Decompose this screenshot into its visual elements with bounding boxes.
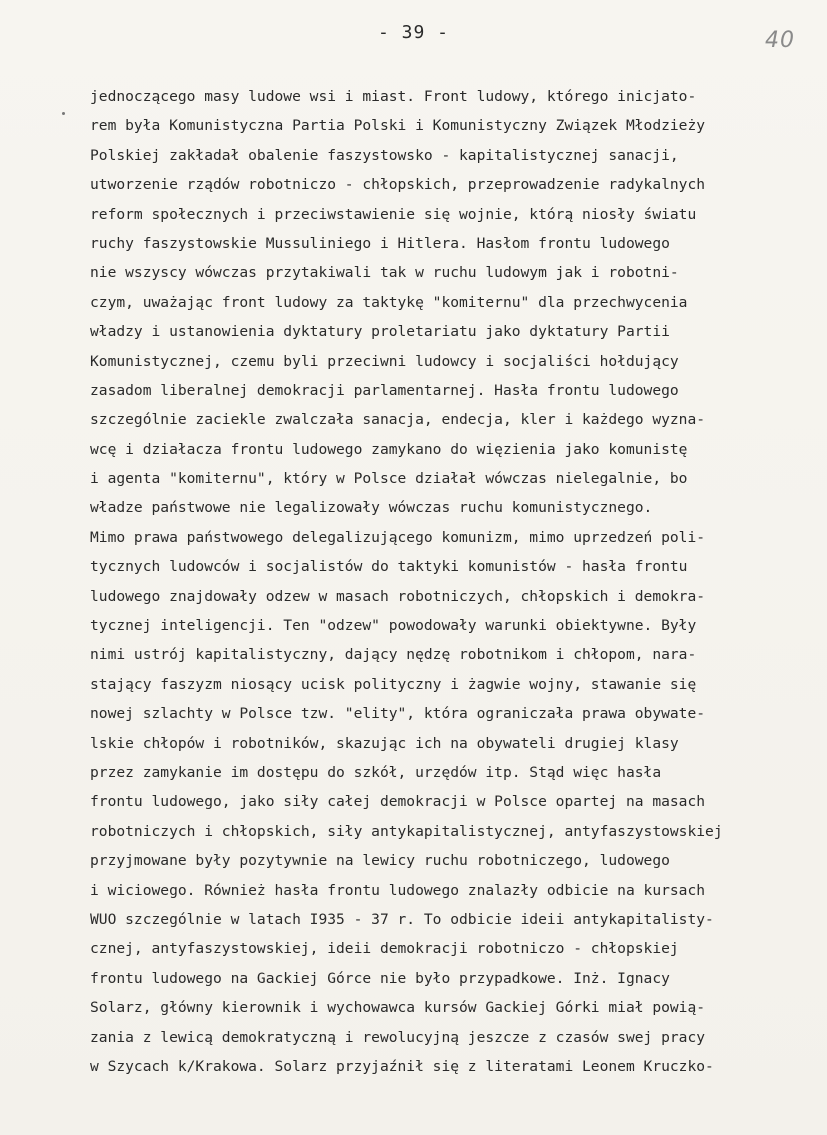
- text-line: nie wszyscy wówczas przytakiwali tak w ruchu ludowym jak i robotni-: [90, 264, 679, 282]
- text-line: nowej szlachty w Polsce tzw. "elity", która ograniczała prawa obywate-: [90, 705, 706, 723]
- body-text: [90, 82, 820, 1081]
- text-line: WUO szczególnie w latach I935 - 37 r. To odbicie ideii antykapitalisty-: [90, 910, 714, 928]
- text-line: i wiciowego. Również hasła frontu ludowego znalazły odbicie na kursach: [90, 881, 706, 899]
- text-line: przyjmowane były pozytywnie na lewicy ruchu robotniczego, ludowego: [90, 852, 670, 870]
- text-line: i agenta "komiternu", który w Polsce działał wówczas nielegalnie, bo: [90, 470, 688, 488]
- text-line: przez zamykanie im dostępu do szkół, urzędów itp. Stąd więc hasła: [90, 763, 662, 781]
- text-line: tycznych ludowców i socjalistów do taktyki komunistów - hasła frontu: [90, 558, 688, 576]
- text-line: wcę i działacza frontu ludowego zamykano do więzienia jako komunistę: [90, 440, 688, 458]
- text-line: stający faszyzm niosący ucisk polityczny i żagwie wojny, stawanie się: [90, 675, 697, 693]
- text-line: cznej, antyfaszystowskiej, ideii demokracji robotniczo - chłopskiej: [90, 940, 679, 958]
- text-line: w Szycach k/Krakowa. Solarz przyjaźnił się z literatami Leonem Kruczko-: [90, 1057, 714, 1075]
- text-line: nimi ustrój kapitalistyczny, dający nędzę robotnikom i chłopom, nara-: [90, 646, 697, 664]
- text-line: lskie chłopów i robotników, skazując ich na obywateli drugiej klasy: [90, 734, 679, 752]
- text-line: Komunistycznej, czemu byli przeciwni ludowcy i socjaliści hołdujący: [90, 352, 679, 370]
- text-line: tycznej inteligencji. Ten "odzew" powodowały warunki obiektywne. Były: [90, 617, 697, 635]
- text-line: czym, uważając front ludowy za taktykę "komiternu" dla przechwycenia: [90, 293, 688, 311]
- page-number: - 39 -: [377, 22, 450, 43]
- text-line: ludowego znajdowały odzew w masach robotniczych, chłopskich i demokra-: [90, 587, 706, 605]
- text-line: robotniczych i chłopskich, siły antykapitalistycznej, antyfaszystowskiej: [90, 822, 723, 840]
- text-line: Mimo prawa państwowego delegalizującego komunizm, mimo uprzedzeń poli-: [90, 528, 706, 546]
- text-line: Polskiej zakładał obalenie faszystowsko - kapitalistycznej sanacji,: [90, 146, 679, 164]
- text-line: reform społecznych i przeciwstawienie się wojnie, którą niosły światu: [90, 205, 697, 223]
- margin-mark: [62, 112, 65, 115]
- text-line: jednoczącego masy ludowe wsi i miast. Front ludowy, którego inicjato-: [90, 88, 697, 105]
- handwritten-page-number: 40: [765, 28, 795, 53]
- text-line: Solarz, główny kierownik i wychowawca kursów Gackiej Górki miał powią-: [90, 999, 706, 1017]
- text-line: utworzenie rządów robotniczo - chłopskich, przeprowadzenie radykalnych: [90, 176, 706, 194]
- text-line: szczególnie zaciekle zwalczała sanacja, endecja, kler i każdego wyzna-: [90, 411, 706, 429]
- text-line: władze państwowe nie legalizowały wówczas ruchu komunistycznego.: [90, 499, 653, 517]
- text-line: frontu ludowego na Gackiej Górce nie było przypadkowe. Inż. Ignacy: [90, 969, 670, 987]
- text-line: ruchy faszystowskie Mussuliniego i Hitlera. Hasłom frontu ludowego: [90, 234, 670, 252]
- text-line: rem była Komunistyczna Partia Polski i Komunistyczny Związek Młodzieży: [90, 117, 706, 135]
- text-line: zasadom liberalnej demokracji parlamentarnej. Hasła frontu ludowego: [90, 381, 679, 399]
- text-line: frontu ludowego, jako siły całej demokracji w Polsce opartej na masach: [90, 793, 706, 811]
- text-line: władzy i ustanowienia dyktatury proletariatu jako dyktatury Partii: [90, 323, 670, 341]
- text-line: zania z lewicą demokratyczną i rewolucyjną jeszcze z czasów swej pracy: [90, 1028, 706, 1046]
